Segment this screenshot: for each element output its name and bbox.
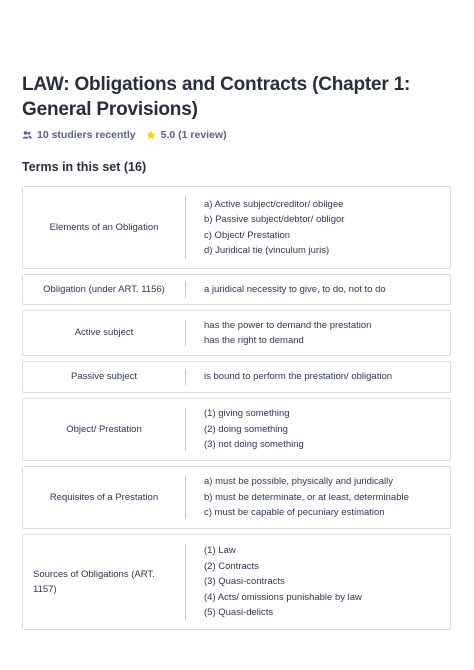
definition-text <box>186 197 450 259</box>
definition-text <box>186 369 450 385</box>
definition-line: d) Juridical tie (vinculum juris) <box>204 245 330 256</box>
definition-line: c) must be capable of pecuniary estimation <box>204 507 385 519</box>
term-text: Passive subject <box>70 371 137 383</box>
definition-line: c) Object/ Prestation <box>204 229 291 241</box>
definition-line: is bound to perform the prestation/ obligation <box>204 371 393 383</box>
definition-text <box>186 406 450 453</box>
users-icon <box>22 130 32 140</box>
definition-line: (2) Contracts <box>204 560 259 572</box>
term-text: Active subject <box>74 327 134 339</box>
definition-line: (3) not doing something <box>204 439 304 451</box>
terms-heading: Terms in this set (16) <box>22 160 147 174</box>
definition-text <box>186 543 450 621</box>
definition-line: has the right to demand <box>204 335 304 346</box>
term-card[interactable] <box>22 186 451 269</box>
definition-text <box>186 474 450 521</box>
definition-line: (1) Law <box>204 545 236 557</box>
term-text: Elements of an Obligation <box>49 221 159 233</box>
term-text: Requisites of a Prestation <box>49 491 159 503</box>
definition-line: b) must be determinate, or at least, determinable <box>204 491 409 503</box>
term-text: Obligation (under ART. 1156) <box>43 283 165 295</box>
studiers-count[interactable]: 10 studiers recently <box>37 129 136 141</box>
term-card[interactable] <box>22 310 451 356</box>
definition-line: a) Active subject/creditor/ obligee <box>204 198 344 210</box>
definition-line: a juridical necessity to give, to do, not to do <box>204 283 386 295</box>
definition-text <box>186 318 450 349</box>
terms-list <box>22 186 451 635</box>
term-text: Object/ Prestation <box>66 423 142 435</box>
definition-line: has the power to demand the prestation <box>204 319 372 331</box>
definition-line: (1) giving something <box>204 408 290 420</box>
definition-line: (3) Quasi-contracts <box>204 576 285 588</box>
definition-line: (2) doing something <box>204 423 288 435</box>
definition-line: b) Passive subject/debtor/ obligor <box>204 214 345 225</box>
definition-line: (5) Quasi-delicts <box>204 607 274 619</box>
term-card[interactable] <box>22 534 451 630</box>
rating-text[interactable]: 5.0 (1 review) <box>160 129 227 141</box>
term-card[interactable] <box>22 398 451 461</box>
term-text: Sources of Obligations (ART. 1157) <box>33 568 155 595</box>
term-card[interactable] <box>22 274 451 305</box>
definition-text <box>186 282 450 298</box>
definition-line: a) must be possible, physically and juridically <box>204 476 394 488</box>
term-card[interactable] <box>22 361 451 393</box>
set-title: LAW: Obligations and Contracts (Chapter 1: General Provisions) <box>22 74 411 120</box>
set-meta <box>22 128 227 142</box>
term-card[interactable] <box>22 466 451 529</box>
definition-line: (4) Acts/ omissions punishable by law <box>204 591 362 603</box>
star-icon <box>146 130 156 140</box>
